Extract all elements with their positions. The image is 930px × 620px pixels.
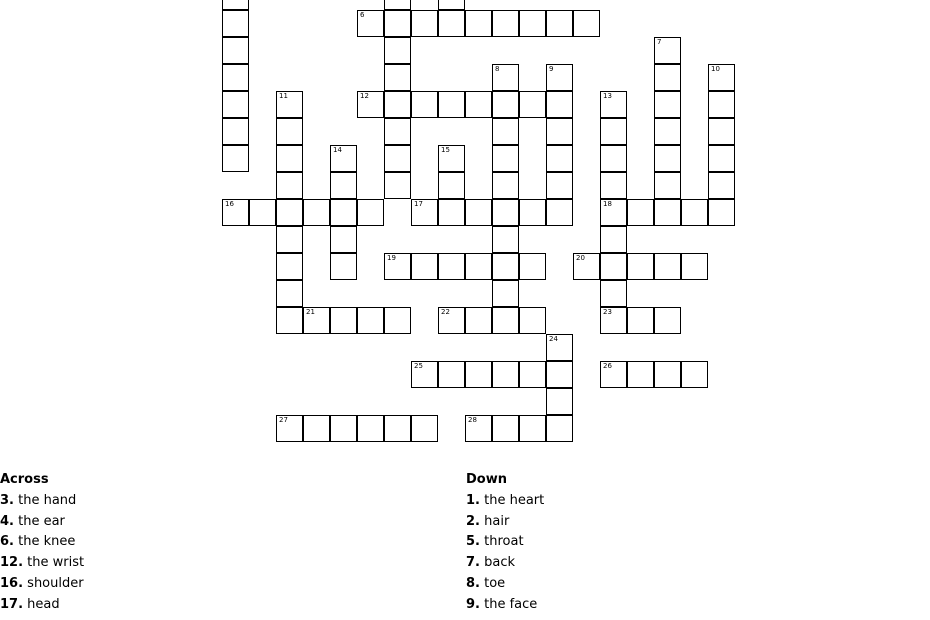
grid-cell[interactable] [681,253,708,280]
grid-cell[interactable] [411,199,438,226]
grid-cell[interactable] [357,307,384,334]
grid-cell[interactable] [627,307,654,334]
grid-cell[interactable] [249,199,276,226]
grid-cell[interactable] [492,199,519,226]
grid-cell[interactable] [654,307,681,334]
grid-cell[interactable] [708,118,735,145]
cell-number: 22 [441,308,450,316]
cell-number: 21 [306,308,315,316]
clue-down [466,574,906,595]
grid-cell[interactable] [654,253,681,280]
clue-down [466,512,906,533]
grid-cell[interactable] [519,253,546,280]
clue-text: the ear [18,513,65,529]
cell-number: 7 [657,38,662,46]
grid-cell[interactable] [438,307,465,334]
grid-cell[interactable] [330,226,357,253]
grid-cell[interactable] [546,118,573,145]
grid-cell[interactable] [303,415,330,442]
grid-cell[interactable] [546,172,573,199]
grid-cell[interactable] [492,361,519,388]
clue-text: the heart [484,492,545,508]
cell-number: 18 [603,200,612,208]
grid-cell[interactable] [546,91,573,118]
grid-cell[interactable] [546,145,573,172]
grid-cell[interactable] [600,145,627,172]
grid-cell[interactable] [546,64,573,91]
cell-number: 8 [495,65,500,73]
grid-cell[interactable] [627,361,654,388]
grid-cell[interactable] [708,64,735,91]
grid-cell[interactable] [330,145,357,172]
clue-down [466,553,906,574]
grid-cell[interactable] [222,118,249,145]
grid-cell[interactable] [357,91,384,118]
grid-cell[interactable] [600,253,627,280]
clue-number: 17. [0,596,24,612]
grid-cell[interactable] [384,0,411,10]
clue-number: 3. [0,492,14,508]
grid-cell[interactable] [708,199,735,226]
grid-cell[interactable] [546,199,573,226]
grid-cell[interactable] [519,415,546,442]
clue-text: the face [484,596,538,612]
grid-cell[interactable] [384,253,411,280]
grid-cell[interactable] [222,145,249,172]
grid-cell[interactable] [276,172,303,199]
grid-cell[interactable] [654,361,681,388]
clue-number: 9. [466,596,480,612]
grid-cell[interactable] [492,145,519,172]
grid-cell[interactable] [600,91,627,118]
grid-cell[interactable] [222,10,249,37]
grid-cell[interactable] [627,253,654,280]
grid-cell[interactable] [573,253,600,280]
grid-cell[interactable] [330,172,357,199]
grid-cell[interactable] [276,91,303,118]
grid-cell[interactable] [546,10,573,37]
grid-cell[interactable] [384,118,411,145]
cell-number: 14 [333,146,342,154]
grid-cell[interactable] [411,415,438,442]
cell-number: 10 [711,65,720,73]
cell-number: 24 [549,335,558,343]
grid-cell[interactable] [492,415,519,442]
grid-cell[interactable] [681,199,708,226]
grid-cell[interactable] [222,37,249,64]
clue-number: 4. [0,513,14,529]
grid-cell[interactable] [546,388,573,415]
grid-cell[interactable] [384,91,411,118]
grid-cell[interactable] [411,91,438,118]
across-clues [0,470,440,616]
clue-across [0,574,440,595]
down-clues [466,470,906,616]
cell-number: 12 [360,92,369,100]
cell-number: 20 [576,254,585,262]
grid-cell[interactable] [654,199,681,226]
grid-cell[interactable] [600,199,627,226]
clue-number: 1. [466,492,480,508]
clue-text: the knee [18,534,76,550]
grid-cell[interactable] [654,37,681,64]
grid-cell[interactable] [276,280,303,307]
grid-cell[interactable] [492,118,519,145]
grid-cell[interactable] [330,415,357,442]
grid-cell[interactable] [276,226,303,253]
grid-cell[interactable] [492,91,519,118]
grid-cell[interactable] [303,199,330,226]
grid-cell[interactable] [222,199,249,226]
grid-cell[interactable] [411,361,438,388]
grid-cell[interactable] [438,145,465,172]
clue-number: 16. [0,575,24,591]
grid-cell[interactable] [384,145,411,172]
across-heading: Across [0,472,49,487]
grid-cell[interactable] [465,10,492,37]
grid-cell[interactable] [303,307,330,334]
grid-cell[interactable] [276,253,303,280]
clue-across [0,595,440,616]
grid-cell[interactable] [492,307,519,334]
grid-cell[interactable] [438,199,465,226]
cell-number: 27 [279,416,288,424]
cell-number: 6 [360,11,365,19]
grid-cell[interactable] [330,253,357,280]
grid-cell[interactable] [546,415,573,442]
clue-down [466,595,906,616]
clue-text: the wrist [27,555,85,571]
grid-cell[interactable] [492,280,519,307]
clue-number: 6. [0,534,14,550]
clue-text: the hand [18,492,77,508]
grid-cell[interactable] [708,145,735,172]
clue-across [0,553,440,574]
down-heading: Down [466,472,507,487]
cell-number: 17 [414,200,423,208]
grid-cell[interactable] [384,10,411,37]
grid-cell[interactable] [465,253,492,280]
grid-cell[interactable] [492,64,519,91]
grid-cell[interactable] [222,64,249,91]
cell-number: 9 [549,65,554,73]
grid-cell[interactable] [438,10,465,37]
grid-cell[interactable] [384,64,411,91]
grid-cell[interactable] [384,415,411,442]
clue-number: 2. [466,513,480,529]
grid-cell[interactable] [519,10,546,37]
grid-cell[interactable] [276,118,303,145]
clue-number: 7. [466,555,480,571]
clue-number: 8. [466,575,480,591]
grid-cell[interactable] [600,307,627,334]
grid-cell[interactable] [519,361,546,388]
grid-cell[interactable] [276,199,303,226]
clue-across [0,491,440,512]
clue-down [466,532,906,553]
grid-cell[interactable] [573,10,600,37]
grid-cell[interactable] [465,199,492,226]
grid-cell[interactable] [519,307,546,334]
grid-cell[interactable] [465,307,492,334]
grid-cell[interactable] [654,145,681,172]
grid-cell[interactable] [492,226,519,253]
grid-cell[interactable] [654,118,681,145]
grid-cell[interactable] [600,361,627,388]
clue-text: head [27,596,60,612]
cell-number: 28 [468,416,477,424]
grid-cell[interactable] [438,253,465,280]
grid-cell[interactable] [465,415,492,442]
grid-cell[interactable] [708,91,735,118]
grid-cell[interactable] [384,172,411,199]
grid-cell[interactable] [276,307,303,334]
clue-across [0,512,440,533]
grid-cell[interactable] [438,91,465,118]
cell-number: 23 [603,308,612,316]
grid-cell[interactable] [654,172,681,199]
grid-cell[interactable] [438,361,465,388]
grid-cell[interactable] [465,361,492,388]
grid-cell[interactable] [276,415,303,442]
cell-number: 26 [603,362,612,370]
clue-across [0,532,440,553]
grid-cell[interactable] [330,199,357,226]
grid-cell[interactable] [492,172,519,199]
grid-cell[interactable] [384,37,411,64]
grid-cell[interactable] [438,172,465,199]
grid-cell[interactable] [411,10,438,37]
clue-number: 12. [0,555,24,571]
grid-cell[interactable] [654,64,681,91]
clue-number: 5. [466,534,480,550]
cell-number: 19 [387,254,396,262]
grid-cell[interactable] [519,199,546,226]
cell-number: 11 [279,92,288,100]
clue-down [466,491,906,512]
grid-cell[interactable] [600,172,627,199]
grid-cell[interactable] [654,91,681,118]
grid-cell[interactable] [276,145,303,172]
grid-cell[interactable] [357,199,384,226]
grid-cell[interactable] [627,199,654,226]
grid-cell[interactable] [546,361,573,388]
grid-cell[interactable] [330,307,357,334]
grid-cell[interactable] [492,10,519,37]
cell-number: 16 [225,200,234,208]
grid-cell[interactable] [546,334,573,361]
clue-text: hair [484,513,510,529]
grid-cell[interactable] [600,118,627,145]
clue-text: shoulder [27,575,84,591]
grid-cell[interactable] [492,253,519,280]
grid-cell[interactable] [600,280,627,307]
grid-cell[interactable] [411,253,438,280]
grid-cell[interactable] [222,91,249,118]
grid-cell[interactable] [222,0,249,10]
grid-cell[interactable] [357,415,384,442]
grid-cell[interactable] [708,172,735,199]
clue-text: throat [484,534,524,550]
grid-cell[interactable] [384,307,411,334]
cell-number: 13 [603,92,612,100]
grid-cell[interactable] [357,10,384,37]
grid-cell[interactable] [600,226,627,253]
cell-number: 15 [441,146,450,154]
grid-cell[interactable] [438,0,465,10]
grid-cell[interactable] [465,91,492,118]
grid-cell[interactable] [519,91,546,118]
clue-text: toe [484,575,506,591]
grid-cell[interactable] [681,361,708,388]
cell-number: 25 [414,362,423,370]
clue-text: back [484,555,516,571]
